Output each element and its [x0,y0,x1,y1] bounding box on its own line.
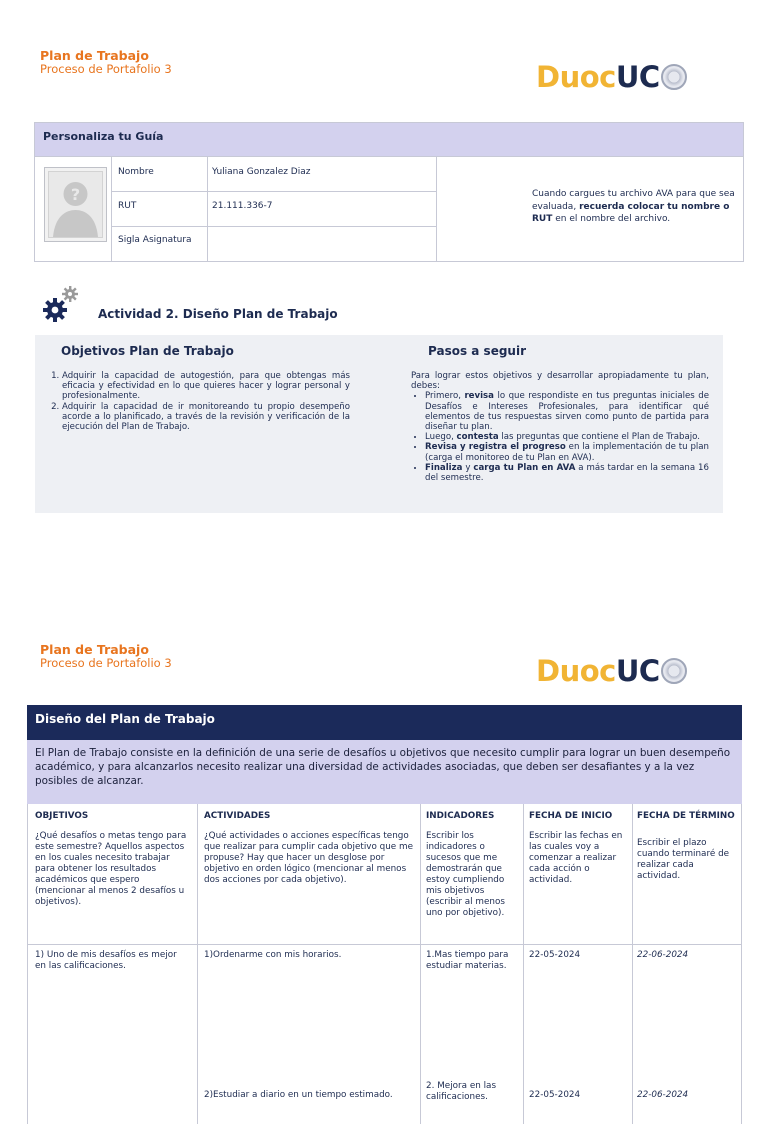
steps-list [411,371,709,483]
header-subtitle: Proceso de Portafolio 3 [40,656,172,670]
activity-panel [35,335,723,513]
cell-start-date[interactable]: 22-05-2024 [529,950,581,960]
design-intro: El Plan de Trabajo consiste en la definición de una serie de desafíos u objetivos que necesito cumplir para lograr un buen desempeño académico, y para alcanzarlos necesito realizar una diversidad de actividades asociadas, que deben ser desafiantes y a la vez posibles de alcanzar. [27,740,742,804]
logo-seal-icon [661,658,687,684]
logo-text-uc: UC [615,60,660,94]
objective-item: 1. Adquirir la capacidad de autogestión, para que obtengas más eficacia y efectividad en lo que quieres hacer y lograr personal y profesionalmente. [62,371,350,402]
column-desc-fecha-termino: Escribir el plazo cuando terminaré de realizar cada actividad. [637,838,730,881]
field-value-rut[interactable]: 21.111.336-7 [212,201,273,211]
steps-heading: Pasos a seguir [428,344,526,358]
steps-intro: Para lograr estos objetivos y desarrollar apropiadamente tu plan, debes: [411,371,709,392]
column-header-indicadores: INDICADORES [426,811,495,821]
avatar-silhouette-icon [49,172,102,237]
cell-end-date[interactable]: 22-06-2024 [637,1090,689,1100]
column-header-fecha-inicio: FECHA DE INICIO [529,811,613,821]
personaliza-guia-table [34,122,744,262]
logo-text-duoc: Duoc [536,60,616,94]
upload-note: Cuando cargues tu archivo AVA para que sea evaluada, recuerda colocar tu nombre o RUT en el nombre del archivo. [532,189,735,224]
field-label-sigla: Sigla Asignatura [118,235,192,245]
duocuc-logo [536,60,687,94]
column-desc-actividades: ¿Qué actividades o acciones específicas tengo que realizar para cumplir cada objetivo que me propuse? Hay que hacer un desglose por objetivo en orden lógico (mencionar al menos dos acciones por cada objetivo). [204,831,413,885]
design-grid [27,804,742,1124]
cell-indicator[interactable]: 1.Mas tiempo para estudiar materias. [426,950,509,971]
column-desc-fecha-inicio: Escribir las fechas en las cuales voy a comenzar a realizar cada acción o actividad. [529,831,623,885]
step-item: • Finaliza y carga tu Plan en AVA a más tardar en la semana 16 del semestre. [425,463,709,483]
field-value-nombre[interactable]: Yuliana Gonzalez Diaz [212,167,311,177]
column-desc-objetivos: ¿Qué desafíos o metas tengo para este semestre? Aquellos aspectos en los cuales necesito trabajar para obtener los resultados académicos que espero (mencionar al menos 2 desafíos u objetivos). [35,831,187,907]
column-desc-indicadores: Escribir los indicadores o sucesos que me demostrarán que estoy cumpliendo mis objetivos (escribir al menos uno por objetivo). [426,831,505,918]
column-header-actividades: ACTIVIDADES [204,811,271,821]
column-header-fecha-termino: FECHA DE TÉRMINO [637,811,735,821]
cell-indicator[interactable]: 2. Mejora en las calificaciones. [426,1081,497,1102]
design-plan-table [27,705,742,1124]
field-label-nombre: Nombre [118,167,154,177]
cell-activity[interactable]: 2)Estudiar a diario en un tiempo estimado. [204,1090,393,1100]
objective-item: 2. Adquirir la capacidad de ir monitoreando tu propio desempeño acorde a lo planificado, a través de la revisión y verificación de la ejecución del Plan de Trabajo. [62,402,350,433]
logo-text-duoc: Duoc [536,654,616,688]
step-item: • Primero, revisa lo que respondiste en tus preguntas iniciales de Desafíos e Intereses Profesionales, para identificar qué elementos de tus respuestas sirven como punto de partida para diseñar tu plan. [425,391,709,432]
logo-seal-icon [661,64,687,90]
duocuc-logo [536,654,687,688]
logo-text-uc: UC [615,654,660,688]
column-header-objetivos: OBJETIVOS [35,811,89,821]
header-subtitle: Proceso de Portafolio 3 [40,62,172,76]
profile-photo-placeholder [44,167,107,242]
cell-activity[interactable]: 1)Ordenarme con mis horarios. [204,950,342,960]
step-item: • Luego, contesta las preguntas que contiene el Plan de Trabajo. [425,432,709,442]
field-label-rut: RUT [118,201,137,211]
activity-title: Actividad 2. Diseño Plan de Trabajo [98,307,338,321]
header-title: Plan de Trabajo [40,48,149,63]
field-value-sigla[interactable] [212,235,432,251]
cell-end-date[interactable]: 22-06-2024 [637,950,689,960]
cell-objective[interactable]: 1) Uno de mis desafíos es mejor en las calificaciones. [35,950,177,971]
objectives-list [48,371,350,432]
objectives-heading: Objetivos Plan de Trabajo [61,344,234,358]
header-title: Plan de Trabajo [40,642,149,657]
design-heading: Diseño del Plan de Trabajo [27,705,742,740]
step-item: • Revisa y registra el progreso en la implementación de tu plan (carga el monitoreo de tu Plan en AVA). [425,442,709,462]
gears-icon [40,285,82,325]
personaliza-guia-heading: Personaliza tu Guía [35,123,743,157]
cell-start-date[interactable]: 22-05-2024 [529,1090,581,1100]
svg-text:?: ? [70,185,81,204]
